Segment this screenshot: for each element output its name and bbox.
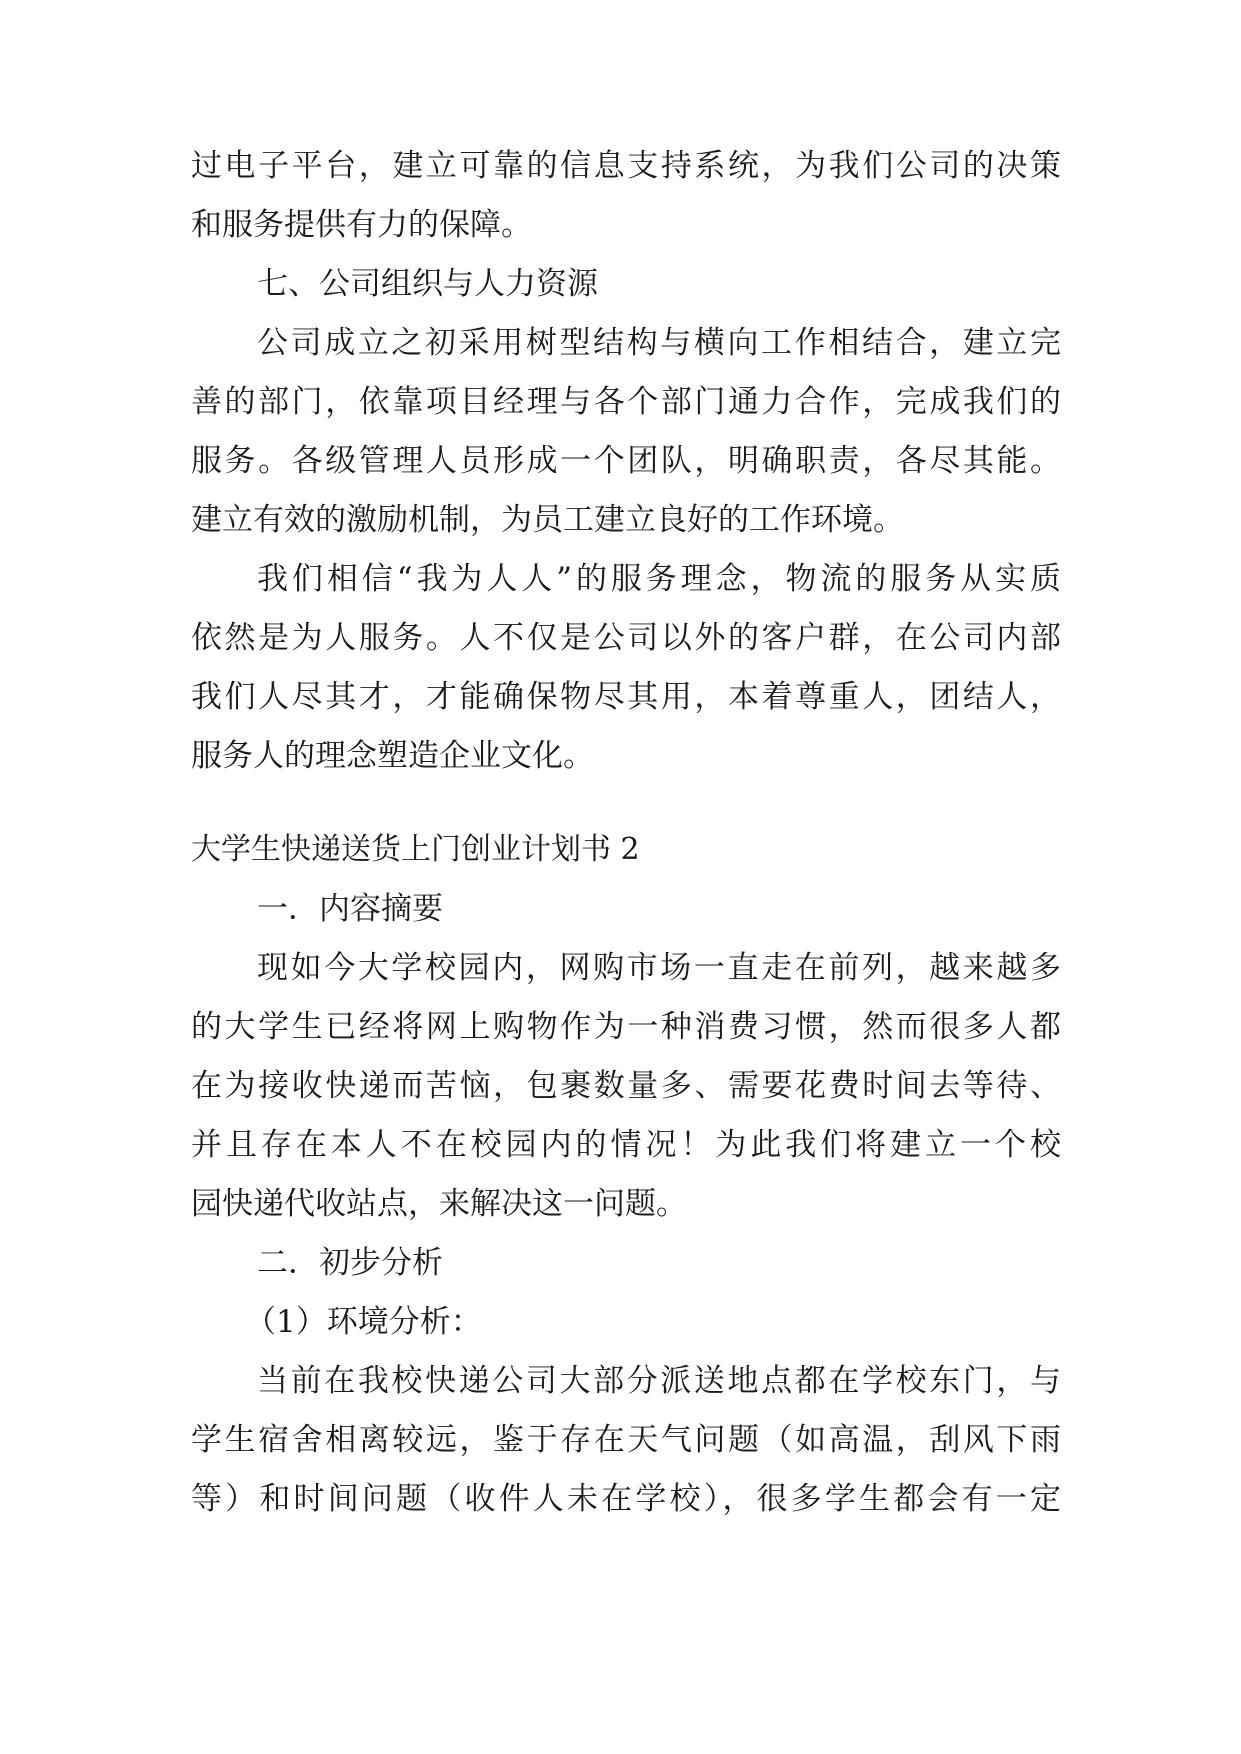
paragraph-line: 当前在我校快递公司大部分派送地点都在学校东门，与: [257, 1363, 1061, 1399]
paragraph-line: 公司成立之初采用树型结构与横向工作相结合，建立完: [257, 325, 1061, 361]
section-heading: 一．内容摘要: [257, 891, 443, 927]
paragraph-line: 依然是为人服务。人不仅是公司以外的客户群，在公司内部: [191, 620, 1061, 656]
paragraph-line: 等）和时间问题（收件人未在学校），很多学生都会有一定: [191, 1481, 1061, 1517]
subsection-heading: （1）环境分析：: [245, 1304, 482, 1340]
paragraph-line: 并且存在本人不在校园内的情况！为此我们将建立一个校: [191, 1127, 1061, 1163]
paragraph-line: 学生宿舍相离较远，鉴于存在天气问题（如高温，刮风下雨: [191, 1422, 1061, 1458]
paragraph-line: 服务。各级管理人员形成一个团队，明确职责，各尽其能。: [191, 443, 1061, 479]
document-title: 大学生快递送货上门创业计划书 2: [191, 832, 640, 867]
section-heading: 二．初步分析: [257, 1245, 443, 1281]
paragraph-line: 和服务提供有力的保障。: [191, 207, 532, 243]
paragraph-line: 服务人的理念塑造企业文化。: [191, 738, 594, 774]
paragraph-line: 建立有效的激励机制，为员工建立良好的工作环境。: [191, 502, 904, 538]
paragraph-line: 过电子平台，建立可靠的信息支持系统，为我们公司的决策: [191, 148, 1061, 184]
paragraph-line: 善的部门，依靠项目经理与各个部门通力合作，完成我们的: [191, 384, 1061, 420]
paragraph-line: 我们人尽其才，才能确保物尽其用，本着尊重人，团结人，: [191, 679, 1061, 715]
paragraph-line: 我们相信“我为人人”的服务理念，物流的服务从实质: [257, 561, 1061, 597]
paragraph-line: 的大学生已经将网上购物作为一种消费习惯，然而很多人都: [191, 1009, 1061, 1045]
section-heading: 七、公司组织与人力资源: [257, 266, 598, 302]
paragraph-line: 园快递代收站点，来解决这一问题。: [191, 1186, 687, 1222]
paragraph-line: 现如今大学校园内，网购市场一直走在前列，越来越多: [257, 950, 1061, 986]
paragraph-line: 在为接收快递而苦恼，包裹数量多、需要花费时间去等待、: [191, 1068, 1061, 1104]
